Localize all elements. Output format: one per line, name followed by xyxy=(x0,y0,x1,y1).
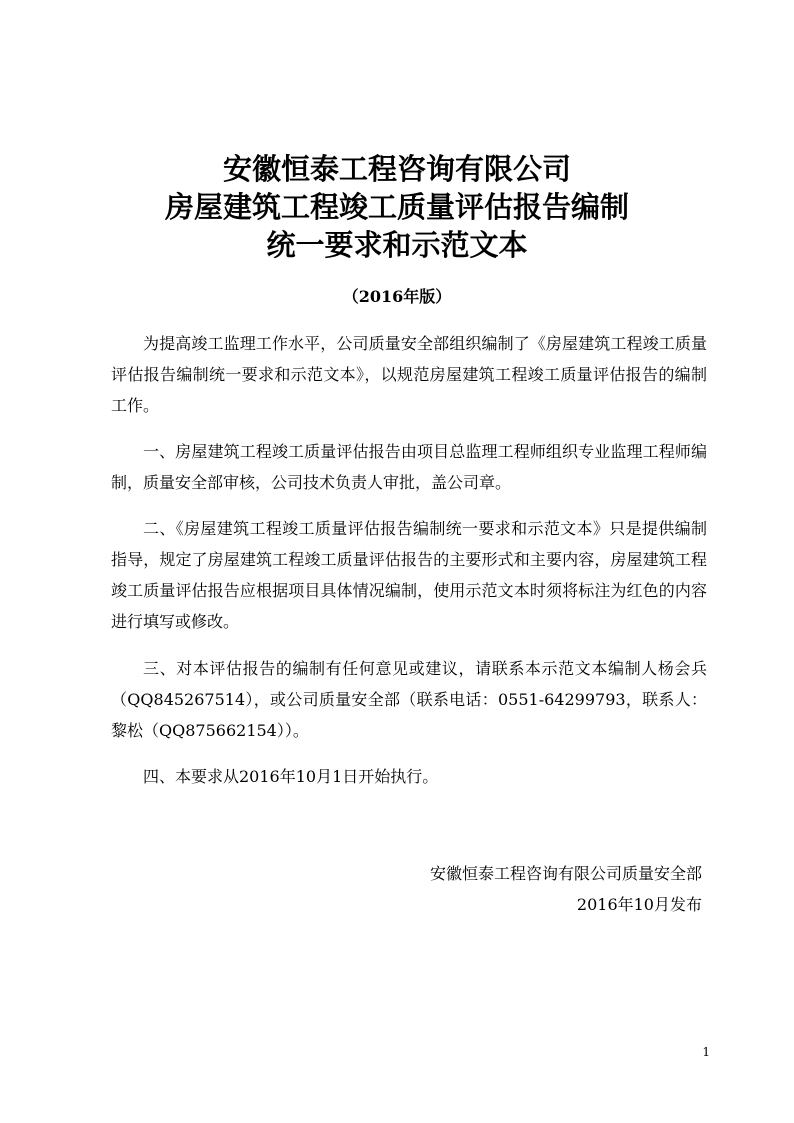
signature-date: 2016年10月发布 xyxy=(576,895,702,914)
title-report: 房屋建筑工程竣工质量评估报告编制 xyxy=(164,190,629,224)
paragraph-item-3: 三、对本评估报告的编制有任何意见或建议，请联系本示范文本编制人杨会兵（QQ845267514），或公司质量安全部（联系电话：0551-64299793，联系人：黎松（QQ875662154））。 xyxy=(111,659,707,740)
title-requirements: 统一要求和示范文本 xyxy=(266,228,528,262)
paragraph-item-1: 一、房屋建筑工程竣工质量评估报告由项目总监理工程师组织专业监理工程师编制，质量安全部审核，公司技术负责人审批，盖公司章。 xyxy=(111,442,707,492)
signature-org: 安徽恒泰工程咨询有限公司质量安全部 xyxy=(429,864,702,883)
edition-label: （2016年版） xyxy=(342,287,452,306)
document-title xyxy=(0,150,794,264)
page-number: 1 xyxy=(702,1045,710,1059)
paragraph-item-2: 二、《房屋建筑工程竣工质量评估报告编制统一要求和示范文本》只是提供编制指导，规定了房屋建筑工程竣工质量评估报告的主要形式和主要内容，房屋建筑工程竣工质量评估报告应根据项目具体情况编制，使用示范文本时须将标注为红色的内容进行填写或修改。 xyxy=(111,519,707,631)
intro-paragraph: 为提高竣工监理工作水平，公司质量安全部组织编制了《房屋建筑工程竣工质量评估报告编制统一要求和示范文本》，以规范房屋建筑工程竣工质量评估报告的编制工作。 xyxy=(111,334,707,415)
title-company: 安徽恒泰工程咨询有限公司 xyxy=(222,152,571,186)
paragraph-item-4: 四、本要求从2016年10月1日开始执行。 xyxy=(143,767,439,786)
